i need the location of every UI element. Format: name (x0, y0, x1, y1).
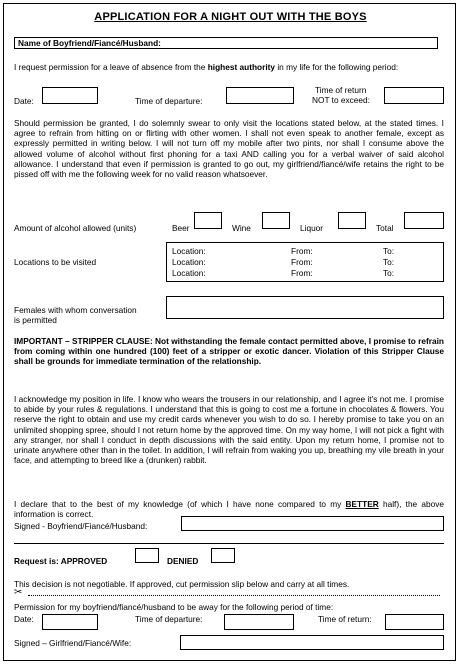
request-text-before: I request permission for a leave of absence from the (14, 62, 206, 72)
slip-signed-field[interactable] (180, 635, 444, 650)
date-field[interactable] (42, 87, 98, 104)
departure-label: Time of departure: (135, 96, 203, 106)
location-row-1-from: From: (291, 246, 313, 256)
terms-paragraph: Should permission be granted, I do solemnly swear to only visit the locations stated below, at the stated times. I agree to refrain from hitting on or flirting with other women. I shall not even speak to another female, except as expressly permitted in writing below. I will not turn off my mobile after two pints, nor shall I consume above the allowed volume of alcohol without first phoning for a taxi AND calling you for a verbal waiver of said alcohol allowance. I understand that even if permission is granted to go out, my girlfriend/fiancé/wife retains the right to be pissed off with me the following week for no valid reason whatsoever. (14, 118, 444, 180)
slip-permission-text: Permission for my boyfriend/fiancé/husband to be away for the following period of time: (14, 602, 334, 612)
location-row-1-location: Location: (172, 246, 206, 256)
wine-field[interactable] (262, 212, 290, 229)
slip-return-label: Time of return: (318, 614, 372, 624)
return-field[interactable] (384, 87, 444, 104)
declaration-better: BETTER (345, 499, 379, 509)
location-row-2-location: Location: (172, 257, 206, 267)
females-label-line2: is permitted (14, 315, 57, 325)
wine-label: Wine (232, 223, 251, 233)
date-label: Date: (14, 96, 34, 106)
location-row-2-to: To: (383, 257, 395, 267)
departure-field[interactable] (226, 87, 294, 104)
request-text-highlight: highest authority (207, 62, 276, 72)
liquor-field[interactable] (338, 212, 366, 229)
location-row-3-location: Location: (172, 268, 206, 278)
cut-line[interactable] (28, 595, 440, 596)
decision-text: This decision is not negotiable. If approved, cut permission slip below and carry at all times. (14, 579, 350, 589)
signed-husband-label: Signed - Boyfriend/Fiancé/Husband: (14, 521, 148, 531)
declaration-after: half), the above information is correct. (14, 499, 445, 520)
denied-label: DENIED (167, 556, 199, 566)
slip-date-label: Date: (14, 614, 34, 624)
approved-label: Request is: APPROVED (14, 556, 108, 566)
slip-departure-label: Time of departure: (135, 614, 203, 624)
females-field[interactable] (166, 296, 444, 319)
location-row-3-to: To: (383, 268, 395, 278)
slip-signed-label: Signed – Girlfriend/Fiancé/Wife: (14, 638, 132, 648)
females-label-line1: Females with whom conversation (14, 305, 137, 315)
slip-date-field[interactable] (42, 614, 98, 630)
total-field[interactable] (404, 212, 444, 229)
name-label: Name of Boyfriend/Fiancé/Husband: (18, 38, 161, 48)
stripper-clause: IMPORTANT – STRIPPER CLAUSE: Not withstanding the female contact permitted above, I promise to refrain from coming within one hundred (100) feet of a stripper or exotic dancer. Violation of this Stripper Clause shall be grounds for immediate termination of the relationship. (14, 336, 444, 367)
liquor-label: Liquor (300, 223, 324, 233)
approved-checkbox[interactable] (135, 548, 159, 563)
locations-label: Locations to be visited (14, 257, 97, 267)
total-label: Total (376, 223, 394, 233)
location-row-2-from: From: (291, 257, 313, 267)
page-title: APPLICATION FOR A NIGHT OUT WITH THE BOYS (94, 11, 367, 23)
location-row-1-to: To: (383, 246, 395, 256)
beer-field[interactable] (194, 212, 222, 229)
acknowledge-paragraph: I acknowledge my position in life. I know who wears the trousers in our relationship, and I agree it's not me. I promise to abide by your rules & regulations. I understand that this is going to cost me a fortune in chocolates & flowers. You reserve the right to obtain and use my credit cards whenever you wish to do so. I hereby promise to take you on an unlimited shopping spree, should I not return home by the approved time. On my way home, I will not pick a fight with any stranger, nor shall I conduct in depth discussions with the said entity. Upon my return home, I promise not to urinate anywhere other than in the toilet. In addition, I will refrain from waking you up, breathing my vile breath in your face, and attempting to breed like a (drunken) rabbit. (14, 394, 444, 466)
signed-husband-field[interactable] (181, 516, 444, 531)
return-label-line1: Time of return (315, 85, 367, 95)
alcohol-label: Amount of alcohol allowed (units) (14, 223, 137, 233)
request-text (14, 62, 444, 72)
location-row-3-from: From: (291, 268, 313, 278)
request-text-after: in my life for the following period: (277, 62, 399, 72)
return-label-line2: NOT to exceed: (312, 95, 370, 105)
slip-departure-field[interactable] (224, 614, 294, 630)
denied-checkbox[interactable] (211, 548, 235, 563)
declaration-before: I declare that to the best of my knowledge (of which I have none compared to my (14, 499, 342, 509)
scissors-icon: ✂ (14, 587, 23, 598)
slip-return-field[interactable] (385, 614, 444, 630)
separator-line (14, 543, 444, 544)
beer-label: Beer (172, 223, 190, 233)
